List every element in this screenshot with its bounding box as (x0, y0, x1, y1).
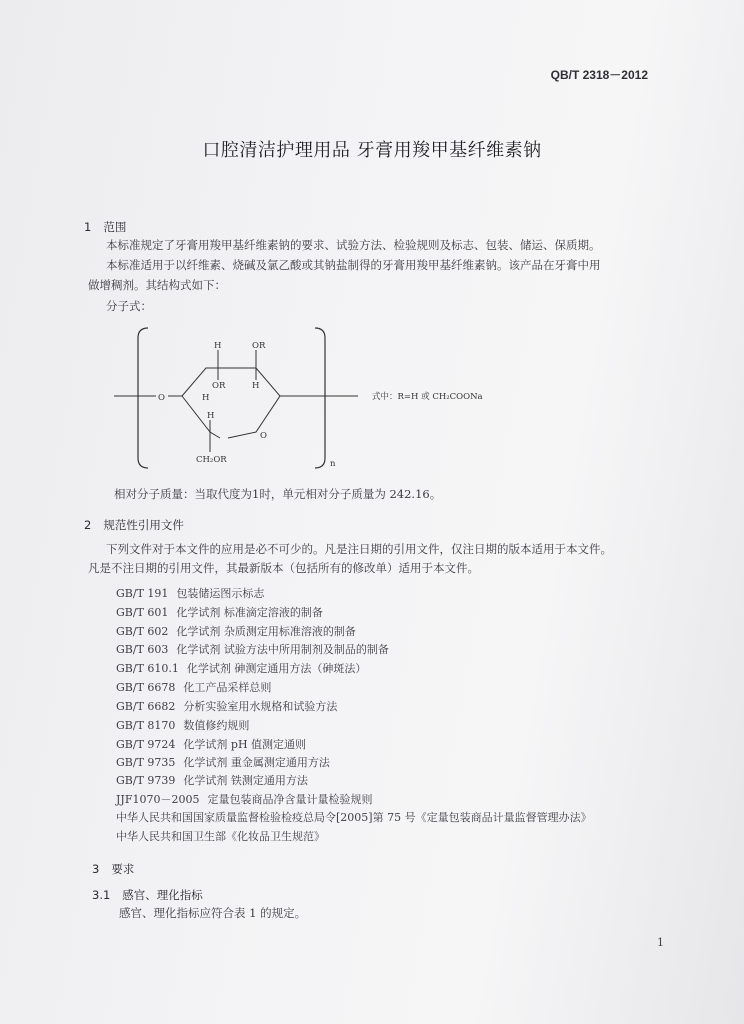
reference-code: JJF1070－2005 (116, 793, 200, 806)
label-or-mid: OR (212, 381, 226, 391)
reference-title: 化学试剂 标准滴定溶液的制备 (176, 606, 323, 619)
section-2-title: 规范性引用文件 (103, 518, 184, 532)
reference-title: 化学试剂 砷测定通用方法（砷斑法） (186, 662, 367, 675)
reference-title: 化学试剂 铁测定通用方法 (183, 774, 308, 787)
reference-item (116, 791, 372, 807)
reference-item (116, 736, 306, 752)
reference-title: 化学试剂 杂质测定用标准溶液的制备 (176, 625, 356, 638)
label-ch2or: CH₂OR (196, 455, 227, 465)
section-3-number: 3 (92, 862, 100, 876)
reference-title: 定量包装商品净含量计量检验规则 (207, 793, 373, 806)
section-2-heading (84, 517, 184, 533)
section-1-para-1: 本标准规定了牙膏用羧甲基纤维素钠的要求、试验方法、检验规则及标志、包装、储运、保质期。 (106, 238, 601, 252)
section-1-number: 1 (84, 220, 92, 234)
reference-title: 中华人民共和国卫生部《化妆品卫生规范》 (116, 830, 325, 843)
label-h-left: H (202, 393, 210, 403)
right-bracket (315, 328, 325, 468)
document-title: 口腔清洁护理用品 牙膏用羧甲基纤维素钠 (202, 140, 542, 161)
formula-note: 式中：R=H 或 CH₂COONa (372, 392, 483, 402)
label-or-top: OR (252, 341, 266, 351)
reference-title: 包装储运图示标志 (176, 587, 265, 600)
reference-code: GB/T 610.1 (116, 662, 179, 675)
reference-title: 数值修约规则 (183, 719, 250, 732)
section-1-para-2-line-1: 本标准适用于以纤维素、烧碱及氯乙酸或其钠盐制得的牙膏用羧甲基纤维素钠。该产品在牙膏中用 (106, 258, 601, 272)
reference-item (116, 717, 249, 733)
label-h-low: H (207, 411, 215, 421)
section-3-heading (92, 861, 134, 877)
reference-code: GB/T 601 (116, 606, 169, 619)
reference-title: 中华人民共和国国家质量监督检验检疫总局令[2005]第 75 号《定量包装商品计量监督管理办法》 (116, 811, 592, 824)
reference-code: GB/T 191 (116, 587, 169, 600)
reference-code: GB/T 8170 (116, 719, 176, 732)
reference-item (116, 585, 264, 601)
section-1-heading (84, 219, 126, 235)
label-h-top: H (214, 341, 222, 351)
reference-item (116, 809, 592, 825)
label-sub-n: n (330, 459, 336, 469)
standard-number: QB/T 2318－2012 (550, 68, 648, 82)
reference-item (116, 604, 323, 620)
label-o-left: O (158, 393, 165, 403)
section-3-1-heading (92, 887, 203, 903)
reference-code: GB/T 6678 (116, 681, 176, 694)
reference-item (116, 772, 308, 788)
section-3-1-number: 3.1 (92, 888, 111, 902)
reference-code: GB/T 602 (116, 625, 169, 638)
section-1-para-2-line-2: 做增稠剂。其结构式如下： (88, 278, 226, 292)
reference-code: GB/T 9739 (116, 774, 176, 787)
section-3-1-title: 感官、理化指标 (122, 888, 203, 902)
reference-code: GB/T 9735 (116, 756, 176, 769)
reference-title: 化工产品采样总则 (183, 681, 272, 694)
reference-item (116, 623, 356, 639)
section-2-number: 2 (84, 518, 92, 532)
section-1-title: 范围 (103, 220, 127, 234)
label-h-mid: H (252, 381, 260, 391)
reference-code: GB/T 6682 (116, 700, 176, 713)
left-bracket (138, 328, 148, 468)
section-3-title: 要求 (111, 862, 135, 876)
reference-code: GB/T 9724 (116, 738, 176, 751)
reference-code: GB/T 603 (116, 643, 169, 656)
structural-formula (100, 320, 520, 480)
reference-item (116, 698, 337, 714)
reference-title: 化学试剂 试验方法中所用制剂及制品的制备 (176, 643, 389, 656)
reference-title: 化学试剂 重金属测定通用方法 (183, 756, 330, 769)
reference-item (116, 828, 325, 844)
section-2-para-1: 下列文件对于本文件的应用是必不可少的。凡是注日期的引用文件，仅注日期的版本适用于本文件。 (106, 542, 612, 556)
reference-item (116, 754, 330, 770)
page-number: 1 (657, 936, 664, 949)
ring-upper (182, 368, 280, 438)
reference-item (116, 679, 271, 695)
molecular-mass-text: 相对分子质量：当取代度为1时，单元相对分子质量为 242.16。 (114, 487, 442, 501)
reference-item (116, 641, 389, 657)
reference-title: 分析实验室用水规格和试验方法 (183, 700, 338, 713)
formula-label: 分子式： (106, 299, 152, 313)
label-o-ring: O (260, 431, 267, 441)
reference-title: 化学试剂 pH 值测定通则 (183, 738, 307, 751)
section-2-para-2: 凡是不注日期的引用文件，其最新版本（包括所有的修改单）适用于本文件。 (88, 561, 479, 575)
reference-item (116, 660, 366, 676)
section-3-1-para: 感官、理化指标应符合表 1 的规定。 (119, 906, 307, 920)
